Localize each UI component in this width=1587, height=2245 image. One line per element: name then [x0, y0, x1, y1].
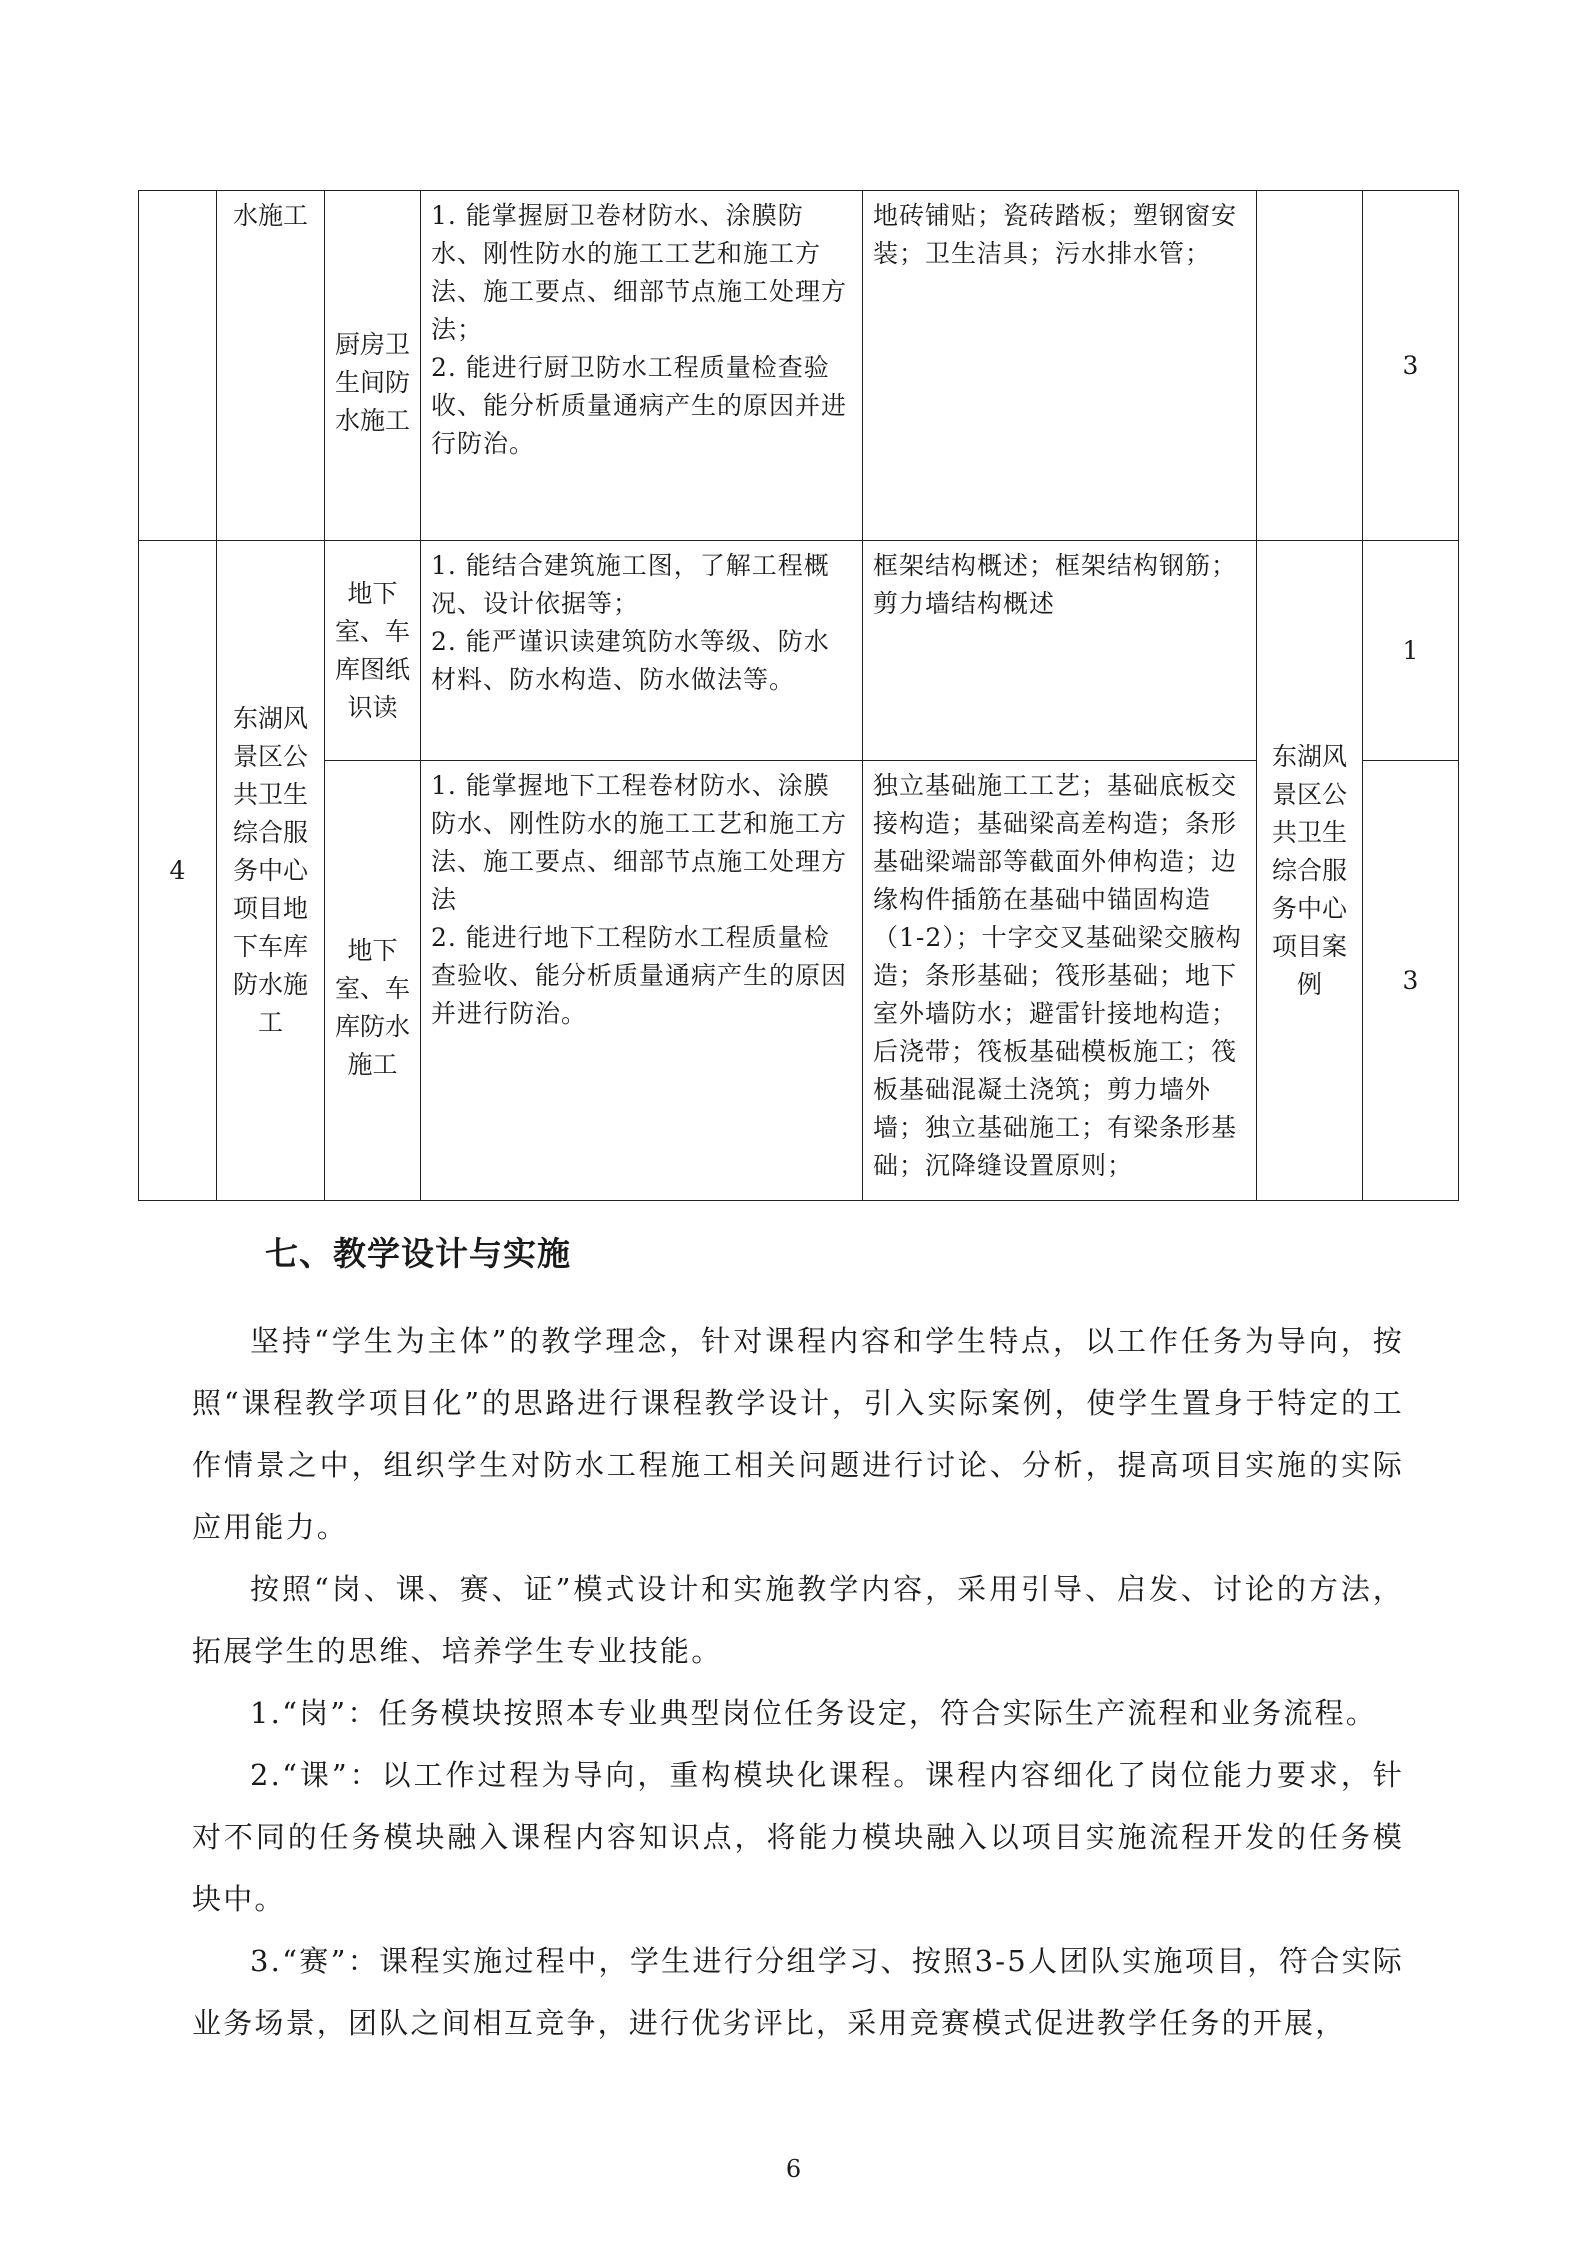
- course-content-table: [138, 190, 1459, 1201]
- table-cell-ability: [421, 761, 863, 1201]
- table-cell-number: [139, 191, 217, 541]
- ability-item: 2. 能严谨识读建筑防水等级、防水材料、防水构造、防水做法等。: [431, 627, 830, 694]
- table-cell-knowledge: 地砖铺贴；瓷砖踏板；塑钢窗安装；卫生洁具；污水排水管；: [863, 191, 1257, 541]
- page-number: 6: [785, 2155, 802, 2183]
- section-heading: 七、教学设计与实施: [265, 1234, 571, 1273]
- table-cell-task: 地下室、车库图纸识读: [325, 541, 421, 761]
- section-body: [192, 1310, 1404, 2054]
- paragraph: 按照“岗、课、赛、证”模式设计和实施教学内容，采用引导、启发、讨论的方法，拓展学生的思维、培养学生专业技能。: [192, 1572, 1404, 1668]
- table-cell-ability: [421, 191, 863, 541]
- table-cell-module: 东湖风景区公共卫生综合服务中心项目地下车库防水施工: [217, 541, 325, 1201]
- paragraph: 1.“岗”：任务模块按照本专业典型岗位任务设定，符合实际生产流程和业务流程。: [250, 1696, 1377, 1730]
- ability-item: 1. 能掌握地下工程卷材防水、涂膜防水、刚性防水的施工工艺和施工方法、施工要点、细部节点施工处理方法: [431, 771, 848, 914]
- table-cell-hours: 3: [1363, 191, 1459, 541]
- paragraph: 2.“课”：以工作过程为导向，重构模块化课程。课程内容细化了岗位能力要求，针对不同的任务模块融入课程内容知识点，将能力模块融入以项目实施流程开发的任务模块中。: [192, 1758, 1404, 1916]
- ability-item: 1. 能结合建筑施工图，了解工程概况、设计依据等；: [431, 551, 830, 618]
- table-cell-ability: [421, 541, 863, 761]
- table-cell-task: 厨房卫生间防水施工: [325, 191, 421, 541]
- table-cell-hours: 3: [1363, 761, 1459, 1201]
- paragraph: 坚持“学生为主体”的教学理念，针对课程内容和学生特点，以工作任务为导向，按照“课程教学项目化”的思路进行课程教学设计，引入实际案例，使学生置身于特定的工作情景之中，组织学生对防水工程施工相关问题进行讨论、分析，提高项目实施的实际应用能力。: [192, 1324, 1404, 1544]
- table-cell-task: 地下室、车库防水施工: [325, 761, 421, 1201]
- table-row: [139, 191, 1459, 541]
- table-cell-hours: 1: [1363, 541, 1459, 761]
- table-cell-case: [1257, 191, 1363, 541]
- paragraph: 3.“赛”：课程实施过程中，学生进行分组学习、按照3-5人团队实施项目，符合实际业务场景，团队之间相互竞争，进行优劣评比，采用竞赛模式促进教学任务的开展，: [192, 1944, 1404, 2040]
- table-row: [139, 541, 1459, 761]
- table-cell-case: 东湖风景区公共卫生综合服务中心项目案例: [1257, 541, 1363, 1201]
- table-cell-knowledge: 独立基础施工工艺；基础底板交接构造；基础梁高差构造；条形基础梁端部等截面外伸构造；边缘构件插筋在基础中锚固构造（1-2）；十字交叉基础梁交腋构造；条形基础；筏形基础；地下室外墙防水；避雷针接地构造；后浇带；筏板基础模板施工；筏板基础混凝土浇筑；剪力墙外墙；独立基础施工；有梁条形基础；沉降缝设置原则；: [863, 761, 1257, 1201]
- ability-item: 2. 能进行厨卫防水工程质量检查验收、能分析质量通病产生的原因并进行防治。: [431, 353, 848, 458]
- ability-item: 2. 能进行地下工程防水工程质量检查验收、能分析质量通病产生的原因并进行防治。: [431, 923, 848, 1028]
- table-cell-knowledge: 框架结构概述；框架结构钢筋；剪力墙结构概述: [863, 541, 1257, 761]
- table-cell-number: 4: [139, 541, 217, 1201]
- ability-item: 1. 能掌握厨卫卷材防水、涂膜防水、刚性防水的施工工艺和施工方法、施工要点、细部节点施工处理方法；: [431, 201, 848, 344]
- table-cell-module: 水施工: [217, 191, 325, 541]
